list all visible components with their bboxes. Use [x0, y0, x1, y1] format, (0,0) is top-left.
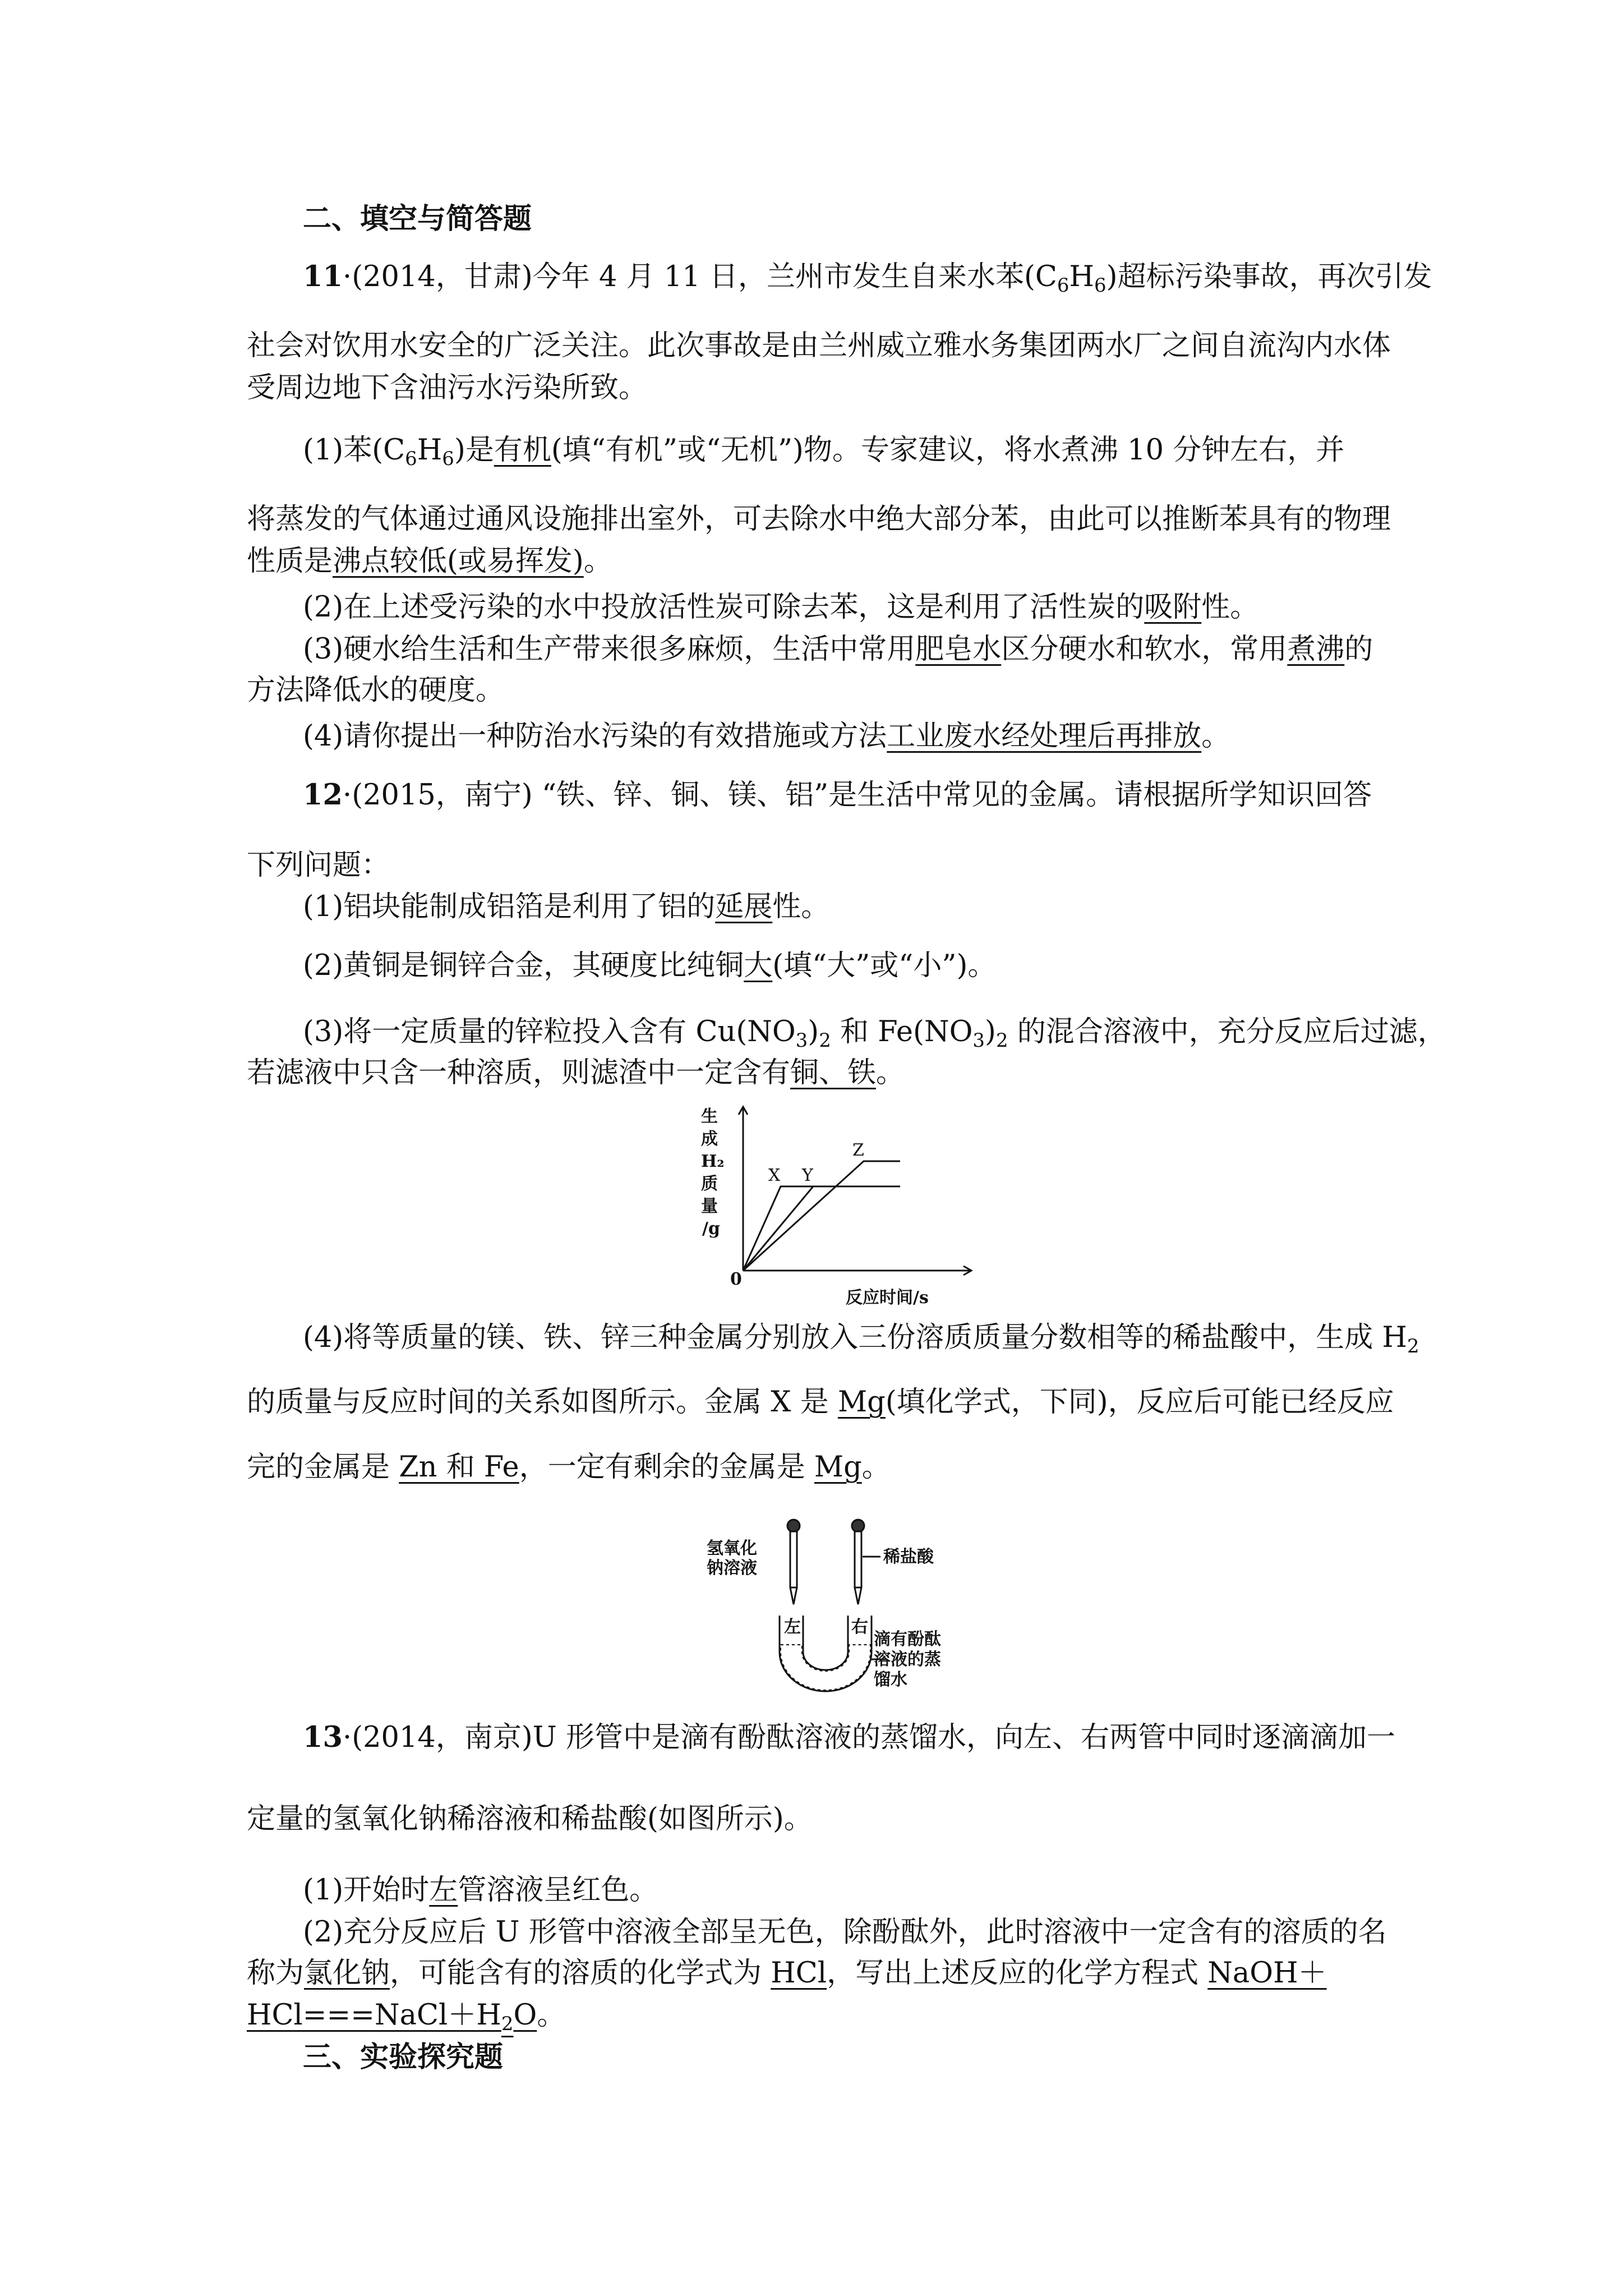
q12-p1-text: (1)铝块能制成铝箔是利用了铝的	[303, 890, 716, 923]
reaction-time-graph	[701, 1102, 993, 1310]
q12-line1	[303, 775, 1441, 815]
q11-part1-line3	[247, 542, 1385, 581]
q12-p3-text: (3)将一定质量的锌粒投入含有 Cu(NO	[303, 1015, 796, 1048]
q12-p3-text: )	[985, 1015, 996, 1048]
section-heading-3: 三、实验探究题	[303, 2040, 504, 2074]
q11-sub: 6	[442, 448, 454, 470]
q12-p2-text: (2)黄铜是铜锌合金，其硬度比纯铜	[303, 949, 744, 982]
q12-p4-text: ，一定有剩余的金属是	[519, 1451, 814, 1484]
graph-ylabel-char: 量	[701, 1197, 718, 1216]
q12-p4-text: 的质量与反应时间的关系如图所示。金属 X 是	[247, 1386, 838, 1419]
q12-source: ·(2015，南宁)	[342, 779, 533, 812]
q11-line1	[303, 257, 1441, 297]
q11-p4-text: (4)请你提出一种防治水污染的有效措施或方法	[303, 720, 887, 753]
left-dropper-tip	[790, 1588, 797, 1604]
q13-p1-text: (1)开始时	[303, 1874, 430, 1907]
q11-part1-line2: 将蒸发的气体通过通风设施排出室外，可去除水中绝大部分苯，由此可以推断苯具有的物理	[247, 503, 1391, 536]
contents-label: 溶液的蒸	[874, 1650, 941, 1669]
q13-line1	[303, 1718, 1441, 1757]
q13-sub: 2	[501, 2013, 514, 2035]
q13-p2-answer2: HCl	[771, 1957, 827, 1990]
q11-p1-text: 。	[583, 545, 612, 578]
q11-line3: 受周边地下含油污水污染所致。	[247, 371, 648, 404]
q13-number: 13	[303, 1720, 343, 1754]
q13-p2-text: 。	[537, 1999, 566, 2032]
right-dropper-tip	[855, 1588, 861, 1604]
left-dropper-body	[790, 1531, 797, 1588]
graph-origin: 0	[730, 1269, 742, 1289]
graph-line-label-z: Z	[852, 1140, 864, 1160]
q11-p3-text: 区分硬水和软水，常用	[1001, 633, 1288, 666]
q11-p4-text: 。	[1201, 720, 1230, 753]
q12-p3-text: 的混合溶液中，充分反应后过滤，	[1008, 1015, 1446, 1048]
q13-p2-text: ，可能含有的溶质的化学式为	[390, 1957, 771, 1990]
q11-p3-answer1: 肥皂水	[915, 633, 1002, 666]
q12-sub: 2	[1407, 1335, 1419, 1358]
q11-p1-text: )是	[454, 434, 494, 467]
q11-line2: 社会对饮用水安全的广泛关注。此次事故是由兰州威立雅水务集团两水厂之间自流沟内水体	[247, 329, 1391, 362]
q12-sub: 3	[795, 1029, 808, 1052]
q12-part2	[303, 946, 1441, 986]
q13-source: ·(2014，南京)	[342, 1721, 533, 1754]
q11-p3-text: (3)硬水给生活和生产带来很多麻烦，生活中常用	[303, 633, 916, 666]
q12-p1-answer: 延展	[715, 890, 773, 923]
graph-ylabel-char: 成	[701, 1129, 718, 1149]
q12-part3-line1	[303, 1013, 1446, 1052]
q13-p2-equation: O	[513, 1999, 537, 2032]
q11-p3-answer2: 煮沸	[1287, 633, 1345, 666]
q11-p2-text: 性。	[1201, 591, 1259, 624]
graph-xlabel: 反应时间/s	[846, 1288, 929, 1308]
q12-sub: 2	[819, 1029, 831, 1052]
graph-ylabel-char: H₂	[701, 1152, 725, 1171]
q11-p1-answer2: 沸点较低(或易挥发)	[333, 545, 584, 578]
q12-p4-answer2: Zn 和 Fe	[399, 1451, 519, 1484]
q13-p2-answer1: 氯化钠	[304, 1957, 390, 1990]
right-tube-label: 右	[851, 1617, 868, 1637]
q11-text: H	[1069, 260, 1095, 293]
q12-p4-text: (填化学式，下同)，反应后可能已经反应	[885, 1386, 1394, 1419]
q12-sub: 3	[972, 1029, 985, 1052]
q12-p1-text: 性。	[772, 890, 830, 923]
q13-p2-text: 称为	[247, 1957, 305, 1990]
q11-part3-line1	[303, 630, 1441, 669]
q13-part2-line3	[247, 1996, 1385, 2035]
graph-line-label-y: Y	[802, 1166, 813, 1185]
q11-p2-answer: 吸附	[1144, 591, 1202, 624]
q11-sub: 6	[1094, 274, 1106, 297]
q11-p4-answer: 工业废水经处理后再排放	[887, 720, 1202, 753]
u-tube-inner	[803, 1616, 848, 1670]
q12-p3-text: 和 Fe(NO	[831, 1015, 973, 1048]
u-tube-liquid	[781, 1645, 870, 1690]
right-dropper-body	[855, 1531, 861, 1588]
q12-part1	[303, 887, 1441, 927]
q12-p4-text: 完的金属是	[247, 1451, 399, 1484]
graph-line-label-x: X	[768, 1166, 781, 1185]
q12-p4-answer3: Mg	[814, 1451, 862, 1484]
q11-p1-text: (1)苯(C	[303, 434, 405, 467]
q12-sub: 2	[995, 1029, 1008, 1052]
q12-number: 12	[303, 778, 343, 812]
left-reagent-label: 钠溶液	[707, 1558, 757, 1578]
q11-text: 今年 4 月 11 日，兰州市发生自来水苯(C	[532, 260, 1057, 293]
q12-part4-line3	[247, 1448, 1385, 1487]
q12-part3-line2	[247, 1053, 1385, 1093]
q12-p4-text: 。	[861, 1451, 891, 1484]
q13-line2: 定量的氢氧化钠稀溶液和稀盐酸(如图所示)。	[247, 1802, 813, 1835]
section-heading-2: 二、填空与简答题	[303, 202, 532, 236]
q11-p1-answer: 有机	[494, 434, 551, 467]
q12-line2: 下列问题：	[247, 849, 390, 882]
q12-p4-text: (4)将等质量的镁、铁、锌三种金属分别放入三份溶质质量分数相等的稀盐酸中，生成 H	[303, 1321, 1407, 1354]
q11-p1-text: H	[417, 434, 442, 467]
q12-p3-answer: 铜、铁	[790, 1056, 877, 1089]
q11-number: 11	[303, 260, 343, 293]
contents-label: 馏水	[874, 1670, 907, 1690]
q12-p2-answer: 大	[744, 949, 773, 982]
q12-p2-text: (填“大”或“小”)。	[772, 949, 997, 982]
left-dropper-bulb	[787, 1520, 800, 1532]
q11-text: )超标污染事故，再次引发	[1106, 260, 1432, 293]
q11-part4	[303, 717, 1441, 756]
q13-p2-text: ，写出上述反应的化学方程式	[827, 1957, 1208, 1990]
q12-p3-text: 若滤液中只含一种溶质，则滤渣中一定含有	[247, 1056, 791, 1089]
left-tube-label: 左	[784, 1617, 801, 1637]
q11-sub: 6	[405, 448, 417, 470]
q11-part2	[303, 588, 1441, 627]
left-reagent-label: 氢氧化	[707, 1539, 757, 1558]
q13-p2-answer3: NaOH＋	[1207, 1957, 1327, 1990]
q11-part3-line2: 方法降低水的硬度。	[247, 674, 505, 707]
graph-ylabel-char: 质	[701, 1174, 718, 1194]
q13-part1	[303, 1871, 1441, 1910]
q11-source: ·(2014，甘肃)	[342, 260, 533, 293]
contents-label: 滴有酚酞	[874, 1630, 941, 1649]
q12-p3-text: )	[808, 1015, 819, 1048]
q13-text: U 形管中是滴有酚酞溶液的蒸馏水，向左、右两管中同时逐滴滴加一	[532, 1721, 1395, 1754]
q12-part4-line1	[303, 1318, 1441, 1358]
q13-part2-line1: (2)充分反应后 U 形管中溶液全部呈无色，除酚酞外，此时溶液中一定含有的溶质的名	[303, 1916, 1387, 1949]
q12-p4-answer1: Mg	[837, 1386, 886, 1419]
q11-p1-text: (填“有机”或“无机”)物。专家建议，将水煮沸 10 分钟左右，并	[551, 434, 1345, 467]
right-dropper-bulb	[852, 1520, 864, 1532]
q13-p2-equation: HCl===NaCl＋H	[247, 1999, 501, 2032]
q13-p1-answer: 左	[429, 1874, 458, 1907]
q12-part4-line2	[247, 1383, 1394, 1422]
q12-text: “铁、锌、铜、镁、铝”是生活中常见的金属。请根据所学知识回答	[542, 779, 1372, 812]
q11-part1-line1	[303, 431, 1441, 470]
right-reagent-label: 稀盐酸	[883, 1547, 934, 1567]
u-tube-diagram	[707, 1515, 998, 1700]
q11-p1-text: 性质是	[247, 545, 333, 578]
q11-p3-text: 的	[1344, 633, 1373, 666]
q11-sub: 6	[1057, 274, 1069, 297]
q13-part2-line2	[247, 1954, 1385, 1993]
graph-ylabel-char: /g	[702, 1219, 720, 1239]
graph-ylabel-char: 生	[701, 1107, 718, 1126]
q11-p2-text: (2)在上述受污染的水中投放活性炭可除去苯，这是利用了活性炭的	[303, 591, 1145, 624]
q12-p3-text: 。	[876, 1056, 905, 1089]
q13-p1-text: 管溶液呈红色。	[458, 1874, 658, 1907]
